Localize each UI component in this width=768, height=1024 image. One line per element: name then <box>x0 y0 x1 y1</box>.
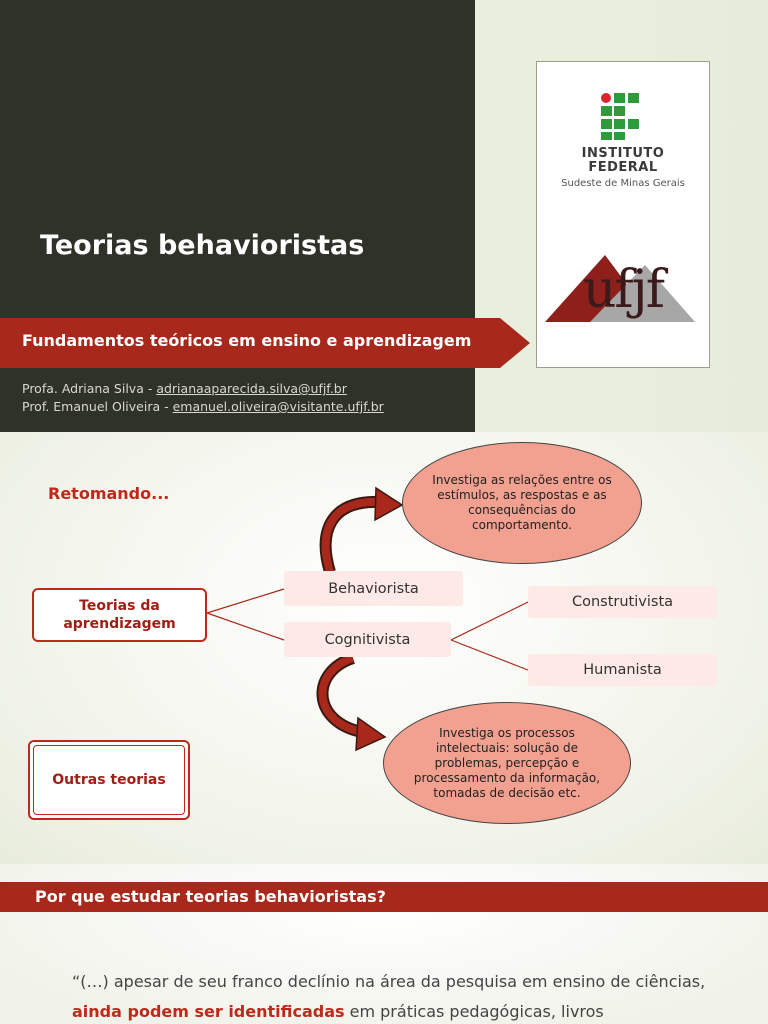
logos-panel <box>536 61 710 368</box>
outras-teorias-box: Outras teorias <box>28 740 190 820</box>
quote-text <box>72 967 712 1024</box>
logo-if-line-2: FEDERAL <box>588 160 658 175</box>
subtitle-text: Fundamentos teóricos em ensino e aprendizagem <box>22 331 472 350</box>
instituto-federal-logo-icon <box>600 92 642 140</box>
authors-block <box>22 380 384 416</box>
instituto-federal-name <box>537 147 709 175</box>
quote-highlight: ainda podem ser identificadas <box>72 1002 345 1021</box>
author-line-1 <box>22 380 384 398</box>
retomando-heading: Retomando... <box>48 484 170 503</box>
question-heading: Por que estudar teorias behavioristas? <box>35 887 386 906</box>
quote-part-2: em práticas pedagógicas, livros <box>344 1002 604 1021</box>
cognitivista-node: Cognitivista <box>284 622 451 657</box>
author-line-2 <box>22 398 384 416</box>
cognitivista-description-ellipse: Investiga os processos intelectuais: solução de problemas, percepção e processamento da informação, tomadas de decisão etc. <box>383 702 631 824</box>
instituto-federal-subtitle: Sudeste de Minas Gerais <box>561 178 685 189</box>
slide-title: Teorias behavioristas <box>40 230 365 261</box>
construtivista-node: Construtivista <box>528 586 717 618</box>
behaviorista-description-ellipse: Investiga as relações entre os estímulos, as respostas e as consequências do comportamento. <box>402 442 642 564</box>
quote-part-1: “(…) apesar de seu franco declínio na área da pesquisa em ensino de ciências, <box>72 972 706 991</box>
humanista-node: Humanista <box>528 654 717 686</box>
author-2-name: Prof. Emanuel Oliveira - <box>22 399 173 414</box>
author-1-email-link[interactable]: adrianaaparecida.silva@ufjf.br <box>156 381 347 396</box>
concept-map-slide <box>0 432 768 864</box>
subtitle-banner <box>0 318 530 368</box>
title-slide <box>0 0 768 432</box>
logo-if-line-1: INSTITUTO <box>581 146 665 161</box>
teorias-aprendizagem-box <box>32 588 207 642</box>
teorias-line-2: aprendizagem <box>63 616 176 632</box>
behaviorista-node: Behaviorista <box>284 571 463 606</box>
ufjf-logo-text: ufjf <box>582 260 664 320</box>
author-2-email-link[interactable]: emanuel.oliveira@visitante.ufjf.br <box>172 399 384 414</box>
author-1-name: Profa. Adriana Silva - <box>22 381 157 396</box>
question-slide <box>0 864 768 1024</box>
teorias-line-1: Teorias da <box>79 598 160 614</box>
question-banner <box>0 882 768 912</box>
